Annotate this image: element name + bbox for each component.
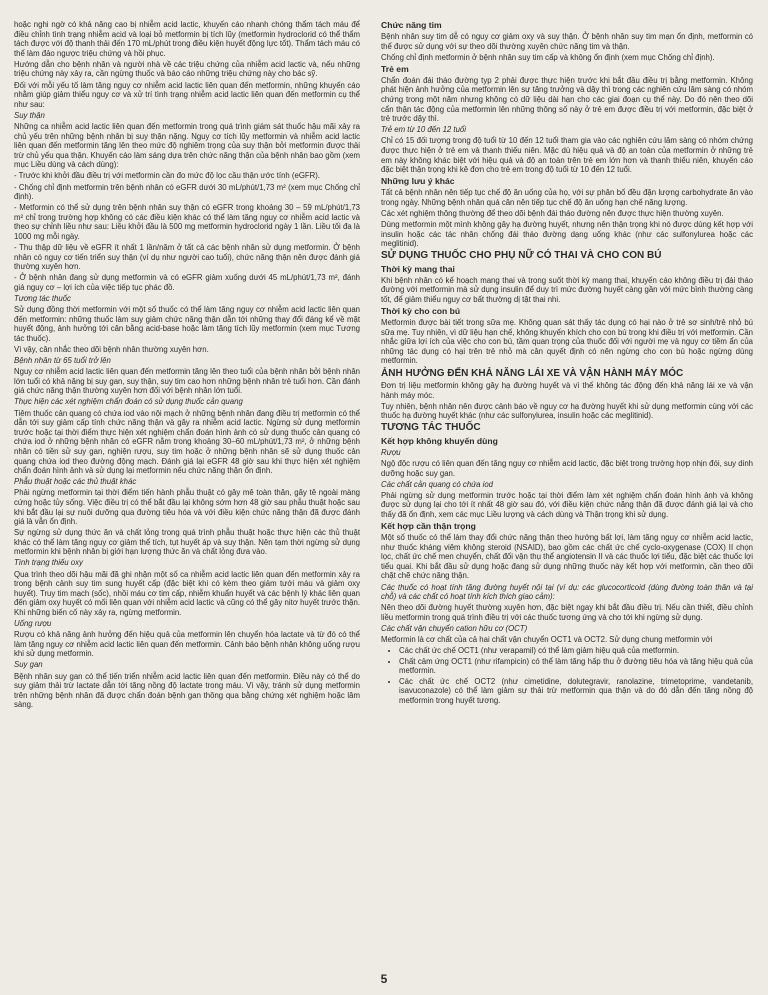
- paragraph: hoặc nghi ngờ có khả năng cao bị nhiễm acid lactic, khuyến cáo nhanh chóng thẩm tách máu để điều chỉnh tình trạng nhiễm acid và loại bỏ metformin bị tích lũy (metformin hydroclorid có thể thẩm tách được với độ thanh thải đến 170 mL/phút trong điều kiện huyết động lực tốt). Thẩm tách máu có thể làm đảo ngược triệu chứng và hồi phục.: [14, 20, 360, 58]
- paragraph: Tất cả bệnh nhân nên tiếp tục chế độ ăn uống của họ, với sự phân bố đều đặn lượng carbohydrate ăn vào trong ngày. Những bệnh nhân quá cân nên tiếp tục chế độ ăn uống hạn chế năng lượng.: [381, 188, 753, 207]
- paragraph: Metformin là cơ chất của cả hai chất vận chuyển OCT1 và OCT2. Sử dụng chung metformin với: [381, 635, 713, 644]
- list-item: • Chất cảm ứng OCT1 (như rifampicin) có thể làm tăng hấp thu ở đường tiêu hóa và tăng hiệu quả của metformin.: [399, 657, 753, 676]
- section-heading: Chức năng tim: [381, 20, 442, 30]
- subheading: Các chất cản quang có chứa iod: [381, 479, 494, 489]
- subheading: Thực hiện các xét nghiệm chẩn đoán có sử dụng thuốc cản quang: [14, 397, 243, 407]
- paragraph: Ngộ độc rượu có liên quan đến tăng nguy cơ nhiễm acid lactic, đặc biệt trong trường hợp nhịn đói, suy dinh dưỡng hoặc suy gan.: [381, 459, 753, 478]
- section-heading: Thời kỳ mang thai: [381, 263, 455, 274]
- page-number: 5: [380, 972, 388, 986]
- major-heading: TƯƠNG TÁC THUỐC: [381, 422, 481, 434]
- paragraph: Sử dụng đồng thời metformin với một số thuốc có thể làm tăng nguy cơ nhiễm acid lactic liên quan đến metformin: những thuốc làm suy giảm chức năng thận dẫn tới những thay đổi đáng kể về mặt huyết động, ảnh hưởng tới cân bằng acid-base hoặc làm tăng tích lũy metformin (xem mục Tương tác thuốc).: [14, 305, 360, 343]
- paragraph: Sự ngừng sử dụng thức ăn và chất lỏng trong quá trình phẫu thuật hoặc thực hiện các thủ thuật khác có thể làm tăng nguy cơ giảm thể tích, tụt huyết áp và suy thận. Nên tạm thời ngừng sử dụng metformin khi bệnh nhân bị giới hạn lượng thức ăn và chất lỏng đưa vào.: [14, 528, 360, 557]
- paragraph: Qua trình theo dõi hậu mãi đã ghi nhận một số ca nhiễm acid lactic liên quan đến metformin xảy ra trong bệnh cảnh suy tim sung huyết cấp (đặc biệt khi có kèm theo giảm tưới máu và giảm oxy huyết). Truy tim mạch (sốc), nhồi máu cơ tim cấp, nhiễm khuẩn huyết và các bệnh lý khác liên quan đến giảm oxy huyết có mối liên quan với nhiễm acid lactic và cũng có thể gây nitơ huyết trước thận. Khi những biến cố này xảy ra, ngừng metformin.: [14, 569, 360, 617]
- section-heading: Thời kỳ cho con bú: [381, 306, 461, 317]
- oct-list: [381, 646, 753, 706]
- subheading: Rượu: [381, 447, 401, 457]
- paragraph: Nên theo dõi đường huyết thường xuyên hơn, đặc biệt ngay khi bắt đầu điều trị. Nếu cần thiết, điều chỉnh liều metformin trong quá trình điều trị với các thuốc tương ứng và cho tới khi ngừng sử dụng.: [381, 603, 753, 622]
- subheading: Các chất vận chuyển cation hữu cơ (OCT): [381, 623, 528, 633]
- subheading: Trẻ em từ 10 đến 12 tuổi: [381, 125, 466, 135]
- paragraph: Chẩn đoán đái tháo đường typ 2 phải được thực hiện trước khi bắt đầu điều trị bằng metformin. Không phát hiện ảnh hưởng của metformin lên sự tăng trưởng và dậy thì trong các nghiên cứu lâm sàng có nhóm chứng trong một năm nhưng không có dữ liệu dài hạn cho các giai đoạn cụ thể này. Do đó nên theo dõi cẩn thận tác động của metformin lên những thông số này ở trẻ em được điều trị với metformin, đặc biệt ở trẻ trước dậy thì.: [381, 75, 753, 124]
- paragraph: Hướng dẫn cho bệnh nhân và người nhà về các triệu chứng của nhiễm acid lactic và, nếu những triệu chứng này xảy ra, cần ngừng thuốc và báo cáo những triệu chứng này cho bác sỹ.: [14, 59, 360, 79]
- paragraph: Tiêm thuốc cản quang có chứa iod vào nội mạch ở những bệnh nhân đang điều trị metformin có thể dẫn tới suy giảm cấp tính chức năng thận và gây ra nhiễm acid lactic. Ngừng sử dụng metformin trước hoặc tại thời điểm thực hiện xét nghiệm chẩn đoán hình ảnh có sử dụng thuốc cản quang có chứa iod ở những bệnh nhân có eGFR nằm trong khoảng 30–60 mL/phút/1,73 m², ở những bệnh nhân có tiền sử suy gan, nghiện rượu, suy tim hoặc ở những bệnh nhân sẽ sử dụng thuốc cản quang chứa iod theo đường động mạch. Đánh giá lại eGFR 48 giờ sau khi thực hiện xét nghiệm chẩn đoán hình ảnh và sử dụng lại metformin nếu chức năng thận ổn định.: [14, 408, 360, 476]
- right-column: [381, 20, 753, 707]
- major-heading: SỬ DỤNG THUỐC CHO PHỤ NỮ CÓ THAI VÀ CHO CON BÚ: [381, 250, 662, 262]
- list-item: • Các chất ức chế OCT1 (như verapamil) có thể làm giảm hiệu quả của metformin.: [399, 646, 753, 656]
- paragraph: Rượu có khả năng ảnh hưởng đến hiệu quả của metformin lên chuyển hóa lactate và từ đó có thể làm tăng nguy cơ nhiễm acid lactic liên quan đến metformin. Cảnh báo bệnh nhân không uống rượu khi sử dụng metformin.: [14, 630, 360, 659]
- bullet-item: - Thu thập dữ liệu về eGFR ít nhất 1 lần/năm ở tất cả các bệnh nhân sử dụng metformin. Ở bệnh nhân có nguy cơ tiến triển suy thận (ví dụ như người cao tuổi), chức năng thận nên được đánh giá thường xuyên hơn.: [14, 243, 360, 272]
- bullet-item: - Chống chỉ định metformin trên bệnh nhân có eGFR dưới 30 mL/phút/1,73 m² (xem mục Chống chỉ định).: [14, 182, 360, 202]
- subheading: Tình trạng thiếu oxy: [14, 558, 83, 568]
- paragraph: Đơn trị liệu metformin không gây hạ đường huyết và vì thế không tác động đến khả năng lái xe và vận hành máy móc.: [381, 381, 753, 400]
- list-item: • Các chất ức chế OCT2 (như cimetidine, dolutegravir, ranolazine, trimetoprime, vandetanib, isavuconazole) có thể làm giảm sự thải trừ metformin qua thận và do đó dẫn đến tăng nồng độ metformin trong huyết tương.: [399, 677, 753, 706]
- section-heading: Trẻ em: [381, 63, 409, 74]
- subheading: Uống rượu: [14, 619, 52, 629]
- paragraph: Phải ngừng sử dụng metformin trước hoặc tại thời điểm làm xét nghiệm chẩn đoán hình ảnh và không được sử dụng lại cho tới ít nhất 48 giờ sau đó, với điều kiện chức năng thận đã được đánh giá lại và cho thấy đã ổn định, xem các mục Liều lượng và cách dùng và Thận trọng khi sử dụng.: [381, 490, 753, 519]
- bullet-item: - Metformin có thể sử dụng trên bệnh nhân suy thận có eGFR trong khoảng 30 – 59 mL/phút/1,73 m² chỉ trong trường hợp không có các điều kiện khác có thể làm tăng nguy cơ nhiễm acid lactic và theo sự chỉnh liều như sau: Liều khởi đầu là 500 mg metformin hydroclorid ngày 1 lần. Liều tối đa là 1000 mg mỗi ngày.: [14, 203, 360, 241]
- paragraph: Chống chỉ định metformin ở bệnh nhân suy tim cấp và không ổn định (xem mục Chống chỉ định).: [381, 52, 715, 62]
- paragraph: Metformin được bài tiết trong sữa mẹ. Không quan sát thấy tác dụng có hại nào ở trẻ sơ sinh/trẻ nhỏ bú sữa mẹ. Tuy nhiên, vì dữ liệu hạn chế, không khuyến khích cho con bú trong khi điều trị với metformin. Cần nhắc giữa lợi ích của việc cho con bú, tầm quan trọng của thuốc đối với người mẹ và nguy cơ tiềm ẩn của những tác dụng có hại trên trẻ nhỏ mà cân quyết định có nên ngừng cho con bú hoặc ngừng dùng metformin.: [381, 318, 753, 366]
- section-heading: Những lưu ý khác: [381, 176, 455, 187]
- paragraph: Vì vậy, cân nhắc theo dõi bệnh nhân thường xuyên hơn.: [14, 345, 209, 354]
- paragraph: Đối với mỗi yếu tố làm tăng nguy cơ nhiễm acid lactic liên quan đến metformin, những khuyến cáo nhằm giúp giảm thiểu nguy cơ và xử trí tình trạng nhiễm acid lactic liên quan đến metformin cụ thể như sau:: [14, 80, 360, 109]
- subheading: Suy gan: [14, 660, 43, 670]
- section-heading: Kết hợp không khuyến dùng: [381, 435, 498, 446]
- paragraph: Nguy cơ nhiễm acid lactic liên quan đến metformin tăng lên theo tuổi của bệnh nhân bởi bệnh nhân lớn tuổi có khả năng bị suy gan, suy thận, suy tim cao hơn những bệnh nhân trẻ tuổi hơn. Cần đánh giá chức năng thận thường xuyên hơn đối với bệnh nhân lớn tuổi.: [14, 367, 360, 396]
- paragraph: Dùng metformin một mình không gây hạ đường huyết, nhưng nên thận trọng khi nó được dùng kết hợp với insulin hoặc các tác nhân chống đái tháo đường dạng uống khác (như các sulfonylurea hoặc các meglitinid).: [381, 220, 753, 249]
- paragraph: Những ca nhiễm acid lactic liên quan đến metformin trong quá trình giám sát thuốc hậu mãi xảy ra chủ yếu trên những bệnh nhân bị suy thận nặng. Nguy cơ tích lũy metformin và nhiễm acid lactic liên quan đến metformin tăng lên theo mức độ nghiêm trọng của suy thận bởi metformin được thải trừ chủ yếu qua thận. Khuyến cáo làm sáng dựa trên chức năng thận của bệnh nhân bao gồm (xem mục Liều dùng và cách dùng):: [14, 121, 360, 170]
- subheading: Bệnh nhân từ 65 tuổi trở lên: [14, 356, 111, 366]
- subheading: Các thuốc có hoạt tính tăng đường huyết nội tại (ví dụ: các glucocorticoid (dùng đường toàn thân và tại chỗ) và các chất có hoạt tính kích thích giao cảm):: [381, 582, 753, 602]
- paragraph: Các xét nghiệm thông thường để theo dõi bệnh đái tháo đường nên được thực hiện thường xuyên.: [381, 208, 724, 218]
- subheading: Phẫu thuật hoặc các thủ thuật khác: [14, 477, 137, 487]
- bullet-item: - Ở bệnh nhân đang sử dụng metformin và có eGFR giảm xuống dưới 45 mL/phút/1,73 m², đánh giá nguy cơ – lợi ích của việc tiếp tục phác đồ.: [14, 273, 360, 292]
- subheading: Tương tác thuốc: [14, 294, 71, 304]
- subheading: Suy thận: [14, 110, 45, 120]
- paragraph: Phải ngừng metformin tại thời điểm tiến hành phẫu thuật có gây mê toàn thân, gây tê ngoài màng cứng hoặc tủy sống. Việc điều trị có thể bắt đầu lại không sớm hơn 48 giờ sau phẫu thuật hoặc sau khi bắt đầu lại sự nuôi dưỡng qua đường tiêu hóa và với điều kiện chức năng thận đã được đánh giá là vẫn ổn định.: [14, 488, 360, 527]
- paragraph: Một số thuốc có thể làm thay đổi chức năng thận theo hướng bất lợi, làm tăng nguy cơ nhiễm acid lactic, như thuốc kháng viêm không steroid (NSAID), bao gồm các chất ức chế cyclo-oxygenase (COX) II chọn lọc, chất ức chế men chuyển, chất đối vận thụ thể angiotensin II và các thuốc lợi tiểu, đặc biệt các thuốc lợi tiểu quai. Khi bắt đầu sử dụng hoặc đang sử dụng những thuốc này kết hợp với metformin, cần theo dõi chặt chẽ chức năng thận.: [381, 533, 753, 581]
- paragraph: Bệnh nhân suy gan có thể tiến triển nhiễm acid lactic liên quan đến metformin. Điều này có thể do suy giảm thải trừ lactate dẫn tới tăng nồng độ lactate trong máu. Vì vậy, tránh sử dụng metformin trên những bệnh nhân đã được chẩn đoán bệnh gan thông qua bằng chứng xét nghiệm hoặc lâm sàng.: [14, 671, 360, 710]
- paragraph: Chỉ có 15 đối tượng trong độ tuổi từ 10 đến 12 tuổi tham gia vào các nghiên cứu lâm sàng có nhóm chứng được thực hiện ở trẻ em và thanh thiếu niên. Mặc dù hiệu quả và độ an toàn của metformin ở những trẻ em này không khác biệt với hiệu quả và độ an toàn trên trẻ em lớn hơn và thanh thiếu niên, khuyến cáo đặc biệt thận trọng khi kê đơn cho trẻ em trong độ tuổi từ 10 đến 12 tuổi.: [381, 136, 753, 175]
- paragraph: Tuy nhiên, bệnh nhân nên được cảnh báo về nguy cơ hạ đường huyết khi sử dụng metformin cùng với các thuốc hạ đường huyết khác (như các sulfonylurea, insulin hoặc các meglitinid).: [381, 401, 753, 421]
- paragraph: Khi bệnh nhân có kế hoạch mang thai và trong suốt thời kỳ mang thai, khuyến cáo không điều trị đái tháo đường với metformin mà sử dụng insulin để duy trì mức đường huyết càng gần với mức bình thường càng tốt, để giảm thiểu nguy cơ bất thường dị tật thai nhi.: [381, 275, 753, 304]
- left-column: [14, 20, 360, 711]
- major-heading: ẢNH HƯỞNG ĐẾN KHẢ NĂNG LÁI XE VÀ VẬN HÀNH MÁY MÓC: [381, 367, 684, 379]
- bullet-item: - Trước khi khởi đầu điều trị với metformin cần đo mức độ lọc cầu thận ước tính (eGFR).: [14, 171, 321, 181]
- paragraph: Bệnh nhân suy tim dễ có nguy cơ giảm oxy và suy thận. Ở bệnh nhân suy tim mạn ổn định, metformin có thể được sử dụng với sự theo dõi thường xuyên chức năng tim và thận.: [381, 32, 753, 51]
- section-heading: Kết hợp cần thận trọng: [381, 521, 476, 532]
